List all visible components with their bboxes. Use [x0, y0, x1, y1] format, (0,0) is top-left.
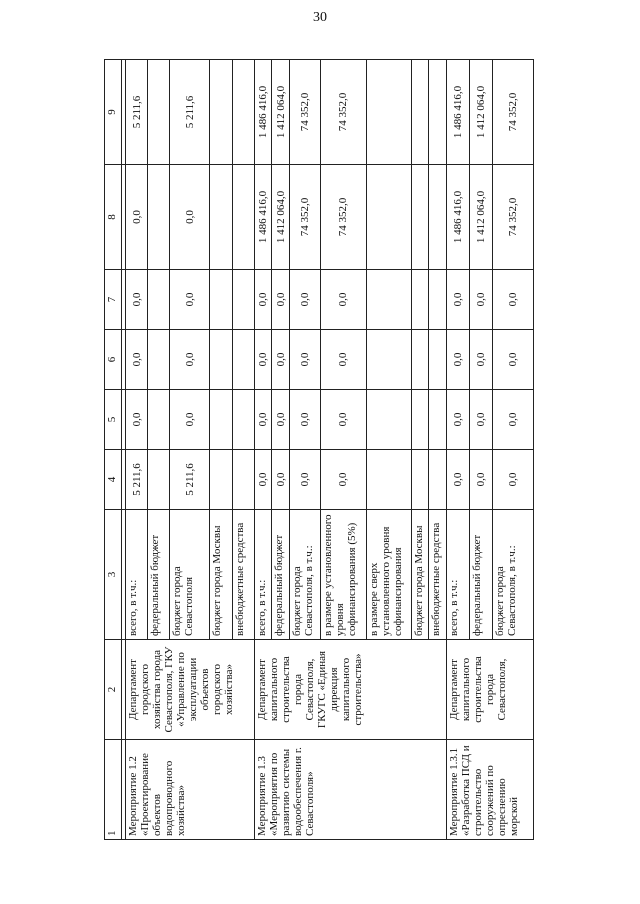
value-cell — [411, 270, 428, 330]
funding-source-cell: всего, в т.ч.: — [126, 510, 148, 640]
column-header-8: 8 — [105, 165, 122, 270]
funding-source-cell: бюджет города Москвы — [210, 510, 232, 640]
value-cell: 0,0 — [272, 270, 289, 330]
funding-source-cell: федеральный бюджет — [469, 510, 492, 640]
column-header-3: 3 — [105, 510, 122, 640]
value-cell: 0,0 — [272, 450, 289, 510]
value-cell — [366, 60, 411, 165]
measure-cell: Мероприятие 1.3 «Мероприятия по развитию системы водообеспечения г. Севастополя» — [254, 740, 446, 840]
funding-source-cell: внебюджетные средства — [232, 510, 254, 640]
value-cell — [210, 270, 232, 330]
value-cell — [148, 330, 170, 390]
value-cell — [429, 450, 446, 510]
column-header-7: 7 — [105, 270, 122, 330]
value-cell: 0,0 — [126, 270, 148, 330]
value-cell: 0,0 — [170, 390, 210, 450]
value-cell: 0,0 — [446, 450, 469, 510]
value-cell: 0,0 — [492, 390, 533, 450]
executor-cell: Департамент капитального строительства города Севастополя, ГКУГС «Единая дирекция капитального строительства» — [254, 640, 446, 740]
executor-cell: Департамент городского хозяйства города Севастополя, ГКУ «Управление по эксплуатации объектов городского хозяйства» — [126, 640, 255, 740]
value-cell — [411, 330, 428, 390]
table-row — [254, 60, 271, 840]
funding-source-cell: всего, в т.ч.: — [446, 510, 469, 640]
value-cell — [429, 60, 446, 165]
value-cell: 1 412 064,0 — [469, 165, 492, 270]
page-number: 30 — [313, 10, 327, 25]
value-cell: 0,0 — [170, 270, 210, 330]
value-cell — [148, 390, 170, 450]
value-cell: 0,0 — [126, 390, 148, 450]
value-cell: 5 211,6 — [170, 60, 210, 165]
value-cell: 1 486 416,0 — [446, 60, 469, 165]
value-cell: 0,0 — [469, 330, 492, 390]
value-cell — [148, 450, 170, 510]
funding-source-cell: бюджет города Севастополя, в т.ч.: — [492, 510, 533, 640]
value-cell: 0,0 — [321, 450, 366, 510]
value-cell — [232, 330, 254, 390]
value-cell — [429, 390, 446, 450]
value-cell: 0,0 — [254, 270, 271, 330]
value-cell: 0,0 — [254, 450, 271, 510]
value-cell: 0,0 — [469, 450, 492, 510]
column-header-5: 5 — [105, 390, 122, 450]
value-cell: 0,0 — [170, 330, 210, 390]
value-cell — [366, 450, 411, 510]
value-cell: 0,0 — [126, 165, 148, 270]
value-cell — [232, 60, 254, 165]
value-cell: 0,0 — [254, 330, 271, 390]
value-cell — [148, 270, 170, 330]
value-cell — [232, 270, 254, 330]
value-cell: 0,0 — [126, 330, 148, 390]
measure-cell: Мероприятие 1.3.1 «Разработка ПСД и строительство сооружений по опреснению морской — [446, 740, 533, 840]
value-cell: 0,0 — [289, 450, 320, 510]
value-cell — [429, 330, 446, 390]
value-cell — [411, 60, 428, 165]
value-cell: 0,0 — [321, 330, 366, 390]
value-cell: 0,0 — [254, 390, 271, 450]
funding-source-cell: всего, в т.ч.: — [254, 510, 271, 640]
column-header-4: 4 — [105, 450, 122, 510]
value-cell: 0,0 — [170, 165, 210, 270]
column-header-6: 6 — [105, 330, 122, 390]
funding-source-cell: бюджет города Севастополя, в т.ч.: — [289, 510, 320, 640]
value-cell: 0,0 — [469, 390, 492, 450]
column-header-2: 2 — [105, 640, 122, 740]
value-cell — [210, 390, 232, 450]
table-row — [446, 60, 469, 840]
value-cell — [210, 165, 232, 270]
value-cell: 74 352,0 — [321, 165, 366, 270]
value-cell — [366, 165, 411, 270]
value-cell — [232, 165, 254, 270]
budget-table — [104, 59, 534, 840]
funding-source-cell: внебюджетные средства — [429, 510, 446, 640]
value-cell: 1 412 064,0 — [272, 60, 289, 165]
value-cell — [148, 165, 170, 270]
funding-source-cell: бюджет города Севастополя — [170, 510, 210, 640]
table-row — [126, 60, 148, 840]
value-cell: 0,0 — [272, 330, 289, 390]
funding-source-cell: в размере сверх установленного уровня софинансирования — [366, 510, 411, 640]
value-cell: 0,0 — [289, 390, 320, 450]
value-cell — [411, 165, 428, 270]
funding-source-cell: бюджет города Москвы — [411, 510, 428, 640]
funding-source-cell: федеральный бюджет — [272, 510, 289, 640]
funding-source-cell: в размере установленного уровня софинансирования (5%) — [321, 510, 366, 640]
value-cell — [429, 165, 446, 270]
column-header-9: 9 — [105, 60, 122, 165]
value-cell: 74 352,0 — [321, 60, 366, 165]
executor-cell: Департамент капитального строительства города Севастополя, — [446, 640, 533, 740]
value-cell: 74 352,0 — [289, 60, 320, 165]
value-cell: 0,0 — [492, 330, 533, 390]
value-cell — [210, 450, 232, 510]
rotated-table-wrapper — [104, 60, 534, 840]
value-cell: 0,0 — [446, 330, 469, 390]
value-cell — [411, 390, 428, 450]
header-row — [105, 60, 122, 840]
value-cell: 0,0 — [492, 450, 533, 510]
value-cell — [411, 450, 428, 510]
value-cell: 0,0 — [492, 270, 533, 330]
value-cell: 1 486 416,0 — [254, 60, 271, 165]
value-cell: 0,0 — [446, 270, 469, 330]
value-cell: 1 486 416,0 — [254, 165, 271, 270]
value-cell: 5 211,6 — [126, 450, 148, 510]
value-cell: 74 352,0 — [492, 60, 533, 165]
value-cell: 0,0 — [446, 390, 469, 450]
measure-cell: Мероприятие 1.2 «Проектирование объектов водопроводного хозяйства» — [126, 740, 255, 840]
funding-source-cell: федеральный бюджет — [148, 510, 170, 640]
value-cell: 5 211,6 — [170, 450, 210, 510]
value-cell — [210, 330, 232, 390]
value-cell: 5 211,6 — [126, 60, 148, 165]
value-cell: 1 486 416,0 — [446, 165, 469, 270]
value-cell: 0,0 — [469, 270, 492, 330]
value-cell — [148, 60, 170, 165]
value-cell: 0,0 — [289, 270, 320, 330]
column-header-1: 1 — [105, 740, 122, 840]
value-cell — [232, 390, 254, 450]
value-cell: 0,0 — [272, 390, 289, 450]
value-cell — [366, 330, 411, 390]
value-cell — [232, 450, 254, 510]
value-cell — [366, 390, 411, 450]
value-cell: 74 352,0 — [289, 165, 320, 270]
value-cell — [210, 60, 232, 165]
value-cell: 1 412 064,0 — [469, 60, 492, 165]
value-cell: 1 412 064,0 — [272, 165, 289, 270]
value-cell: 0,0 — [321, 270, 366, 330]
value-cell — [429, 270, 446, 330]
value-cell — [366, 270, 411, 330]
value-cell: 0,0 — [289, 330, 320, 390]
value-cell: 0,0 — [321, 390, 366, 450]
value-cell: 74 352,0 — [492, 165, 533, 270]
